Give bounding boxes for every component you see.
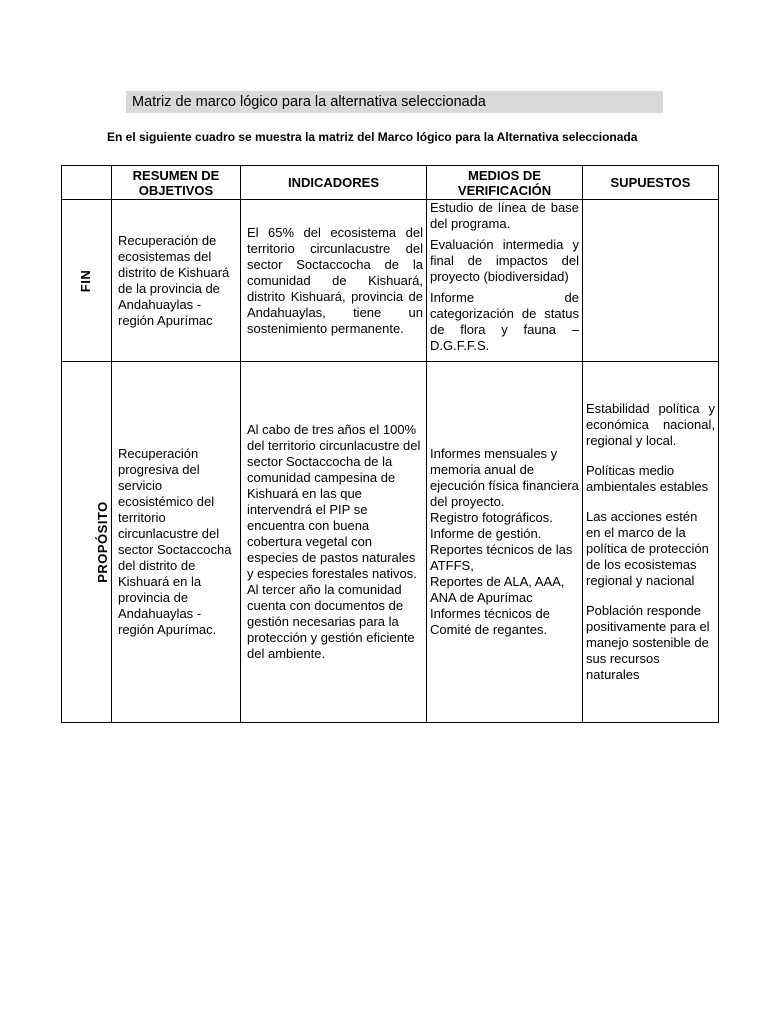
proposito-supuesto-3: Las acciones estén en el marco de la política de protección de los ecosistemas regional y nacional	[586, 509, 709, 588]
proposito-supuesto-4: Población responde positivamente para el manejo sostenible de sus recursos naturales	[586, 603, 710, 682]
row-label-cell	[62, 362, 112, 723]
header-supuestos: SUPUESTOS	[583, 166, 719, 200]
logical-framework-table	[61, 165, 719, 723]
section-heading: Matriz de marco lógico para la alternativa seleccionada	[132, 94, 486, 110]
header-resumen: RESUMEN DE OBJETIVOS	[112, 166, 241, 200]
table-row-proposito	[62, 362, 719, 723]
proposito-medio-5: Reportes de ALA, AAA, ANA de Apurímac	[430, 574, 565, 605]
fin-indicador-text: El 65% del ecosistema del territorio circunlacustre del sector Soctaccocha de la comunidad de Kishuará, distrito Kishuará, provincia de Andahuaylas, tiene un sostenimiento permanente.	[247, 224, 423, 336]
proposito-indicador-1: Al cabo de tres años el 100% del territorio circunlacustre del sector Soctaccocha de la comunidad campesina de Kishuará en las que intervendrá el PIP se encuentra con buena cobertura vegetal con especies de pastos naturales y especies forestales nativos.	[247, 422, 421, 581]
fin-medio-3: Informe de categorización de status de flora y fauna – D.G.F.F.S.	[430, 290, 579, 353]
proposito-supuesto-1: Estabilidad política y económica nacional, regional y local.	[586, 401, 715, 448]
row-label-cell	[62, 200, 112, 362]
table-header-row	[62, 166, 719, 200]
proposito-indicador	[241, 362, 427, 723]
fin-objetivo	[112, 200, 241, 362]
fin-medios	[427, 200, 583, 362]
corner-cell	[62, 166, 112, 200]
fin-medio-2: Evaluación intermedia y final de impactos del proyecto (biodiversidad)	[430, 237, 579, 284]
proposito-indicador-2: Al tercer año la comunidad cuenta con documentos de gestión necesarias para la protección y gestión eficiente del ambiente.	[247, 582, 415, 661]
proposito-objetivo	[112, 362, 241, 723]
fin-medio-1: Estudio de línea de base del programa.	[430, 200, 579, 231]
proposito-medio-4: Reportes técnicos de las ATFFS,	[430, 542, 573, 573]
proposito-medio-2: Registro fotográficos.	[430, 510, 553, 525]
proposito-objetivo-text: Recuperación progresiva del servicio ecosistémico del territorio circunlacustre del sector Soctaccocha del distrito de Kishuará en la provincia de Andahuaylas - región Apurímac.	[118, 446, 232, 637]
proposito-medio-6: Informes técnicos de Comité de regantes.	[430, 606, 550, 637]
fin-supuestos	[583, 200, 719, 362]
row-label-proposito: PROPÓSITO	[94, 501, 110, 583]
proposito-medios	[427, 362, 583, 723]
table-row-fin	[62, 200, 719, 362]
header-indicadores: INDICADORES	[241, 166, 427, 200]
fin-objetivo-text: Recuperación de ecosistemas del distrito de Kishuará de la provincia de Andahuaylas - región Apurímac	[118, 232, 230, 328]
intro-text: En el siguiente cuadro se muestra la matriz del Marco lógico para la Alternativa seleccionada	[107, 130, 638, 144]
proposito-supuesto-2: Políticas medio ambientales estables	[586, 463, 709, 494]
proposito-medio-1: Informes mensuales y memoria anual de ejecución física financiera del proyecto.	[430, 446, 579, 509]
proposito-medio-3: Informe de gestión.	[430, 526, 542, 541]
row-label-fin: FIN	[78, 269, 94, 292]
fin-indicador	[241, 200, 427, 362]
proposito-supuestos	[583, 362, 719, 723]
header-medios: MEDIOS DE VERIFICACIÓN	[427, 166, 583, 200]
